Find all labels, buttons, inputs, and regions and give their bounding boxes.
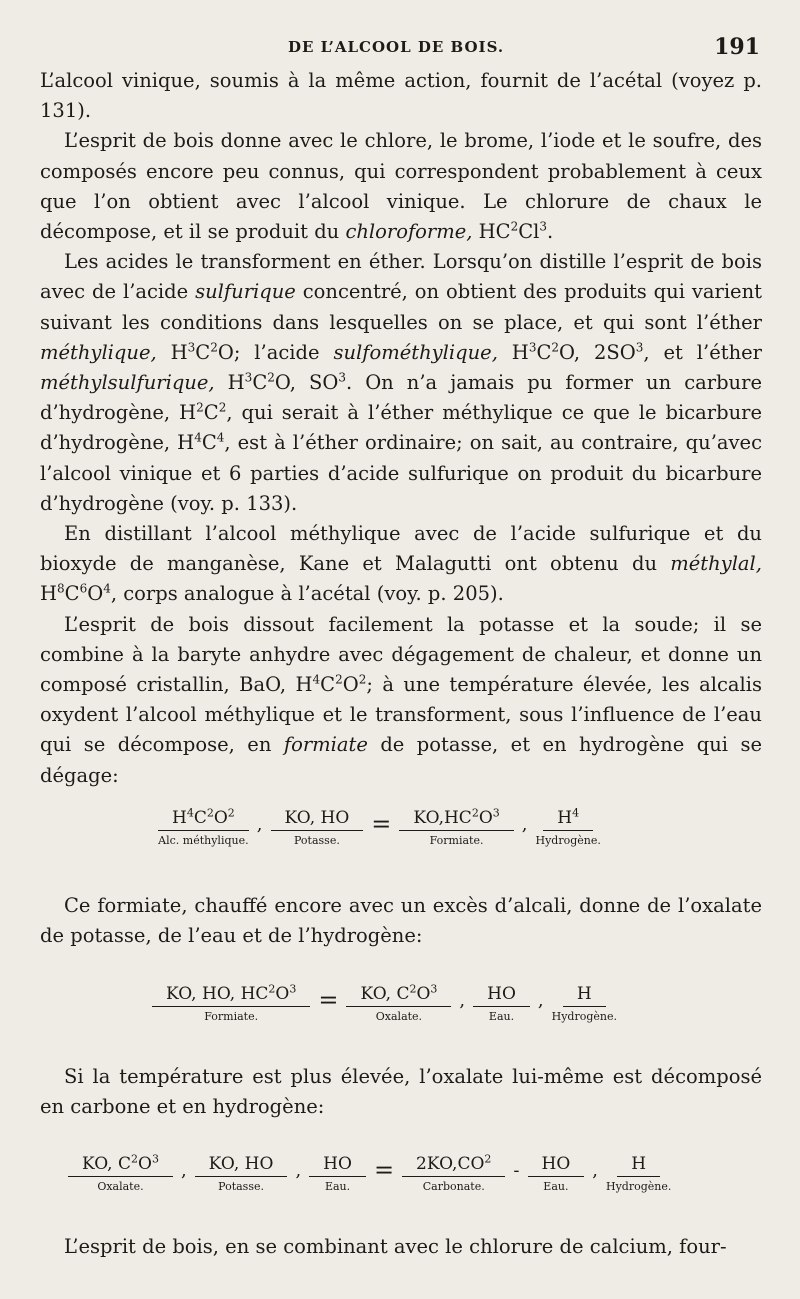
paragraph-halogens: L’esprit de bois donne avec le chlore, le brome, l’iode et le soufre, des composés encore peu connus, qui correspondent probablement à ceux que l’on obtient avec l’alcool vinique. Le chlorure de chaux le décompose, et il se produit du chloroforme, $HC^2Cl^3$. <box>40 129 762 244</box>
operator: , <box>256 814 263 835</box>
operator: , <box>295 1160 302 1181</box>
formula-label: Eau. <box>543 1180 569 1193</box>
formula: H <box>617 1154 660 1177</box>
formula-label: Formiate. <box>429 834 484 847</box>
paragraph-oxalate-decomposed: Si la température est plus élevée, l’oxalate lui-même est décomposé en carbone et en hydrogène: <box>40 1065 762 1119</box>
operator: - <box>513 1160 520 1181</box>
body-text-3 <box>40 1062 762 1122</box>
operator: = <box>318 986 339 1014</box>
equation-term <box>473 984 530 1023</box>
equation-term <box>535 808 600 847</box>
paragraph-chlorure-calcium: L’esprit de bois, en se combinant avec le chlorure de calcium, four- <box>64 1235 727 1258</box>
equation-term <box>399 808 513 847</box>
paragraph-acids: Les acides le transforment en éther. Lorsqu’on distille l’esprit de bois avec de l’acide sulfurique concentré, on obtient des produits qui varient suivant les conditions dans lesquelles on se place, et qui sont l’éther méthylique, $H^3C^2O$; l’acide sulfométhylique, $H^3C^2O$, $2SO^3$, et l’éther méthylsulfurique, $H^3C^2O$, $SO^3$. On n’a jamais pu former un carbure d’hydrogène, $H^2C^2$, qui serait à l’éther méthylique ce que le bicarbure d’hydrogène, $H^4C^4$, est à l’éther ordinaire; on sait, au contraire, qu’avec l’alcool vinique et 6 parties d’acide sulfurique on produit du bicarbure d’hydrogène (voy. p. 133). <box>40 250 763 515</box>
operator: , <box>521 814 528 835</box>
formula-label: Oxalate. <box>97 1180 144 1193</box>
formula: $H^4$ <box>543 808 593 831</box>
equation-term <box>552 984 617 1023</box>
equation-term <box>271 808 364 847</box>
equation-term <box>346 984 451 1023</box>
formula: HO <box>309 1154 366 1177</box>
body-text <box>40 66 762 791</box>
formula-label: Potasse. <box>218 1180 264 1193</box>
formula-label: Oxalate. <box>375 1010 423 1023</box>
equation-term <box>68 1154 173 1193</box>
equation-formiate <box>158 808 601 847</box>
page-header <box>0 28 800 68</box>
equation-term <box>606 1154 671 1193</box>
operator: = <box>371 810 392 838</box>
formula-label: Hydrogène. <box>551 1010 617 1023</box>
paragraph-methylal: En distillant l’alcool méthylique avec de l’acide sulfurique et du bioxyde de manganèse, Kane et Malagutti ont obtenu du méthylal, $H^8C^6O^4$, corps analogue à l’acétal (voy. p. 205). <box>40 522 762 606</box>
page-number: 191 <box>714 34 760 60</box>
paragraph-potasse: L’esprit de bois dissout facilement la potasse et la soude; il se combine à la baryte anhydre avec dégagement de chaleur, et donne un composé cristallin, BaO, $H^4C^2O^2$; à une température élevée, les alcalis oxydent l’alcool méthylique et le transforment, sous l’influence de l’eau qui se décompose, en formiate de potasse, et en hydrogène qui se dégage: <box>40 612 762 787</box>
running-title: DE L’ALCOOL DE BOIS. <box>288 38 505 56</box>
formula-label: Eau. <box>324 1180 351 1193</box>
paragraph-formiate-heated: Ce formiate, chauffé encore avec un excès d’alcali, donne de l’oxalate de potasse, de l’eau et de l’hydrogène: <box>40 894 762 948</box>
formula-label: Carbonate. <box>422 1180 485 1193</box>
formula: H <box>563 984 606 1007</box>
formula: KO, $C^2O^3$ <box>346 984 451 1007</box>
equation-term <box>402 1154 505 1193</box>
formula-label: Eau. <box>488 1010 515 1023</box>
equation-term <box>195 1154 288 1193</box>
equation-term <box>152 984 310 1023</box>
formula-label: Potasse. <box>293 834 340 847</box>
formula: KO, HO <box>195 1154 288 1177</box>
formula-label: Formiate. <box>204 1010 259 1023</box>
equation-oxalate <box>152 984 617 1023</box>
paragraph-acetal: L’alcool vinique, soumis à la même action, fournit de l’acétal (voyez p. 131). <box>40 69 762 123</box>
operator: = <box>373 1156 395 1184</box>
formula: KO, $C^2O^3$ <box>68 1154 173 1177</box>
operator: , <box>459 990 466 1011</box>
operator: , <box>180 1160 187 1181</box>
formula: HO <box>473 984 530 1007</box>
formula-label: Hydrogène. <box>535 834 601 847</box>
formula: $2KO,CO^2$ <box>402 1154 505 1177</box>
formula-label: Hydrogène. <box>606 1180 672 1193</box>
equation-term <box>528 1154 585 1193</box>
formula: $KO,HC^2O^3$ <box>399 808 513 831</box>
equation-carbonate <box>68 1154 671 1193</box>
formula-label: Alc. méthylique. <box>158 834 249 847</box>
operator: , <box>537 990 544 1011</box>
body-text-2 <box>40 891 762 951</box>
operator: , <box>592 1160 598 1181</box>
formula: KO, HO <box>271 808 364 831</box>
body-text-4 <box>40 1232 762 1262</box>
formula: KO, HO, $HC^2O^3$ <box>152 984 310 1007</box>
formula: $H^4C^2O^2$ <box>158 808 249 831</box>
equation-term <box>309 1154 366 1193</box>
equation-term <box>158 808 249 847</box>
formula: HO <box>528 1154 585 1177</box>
